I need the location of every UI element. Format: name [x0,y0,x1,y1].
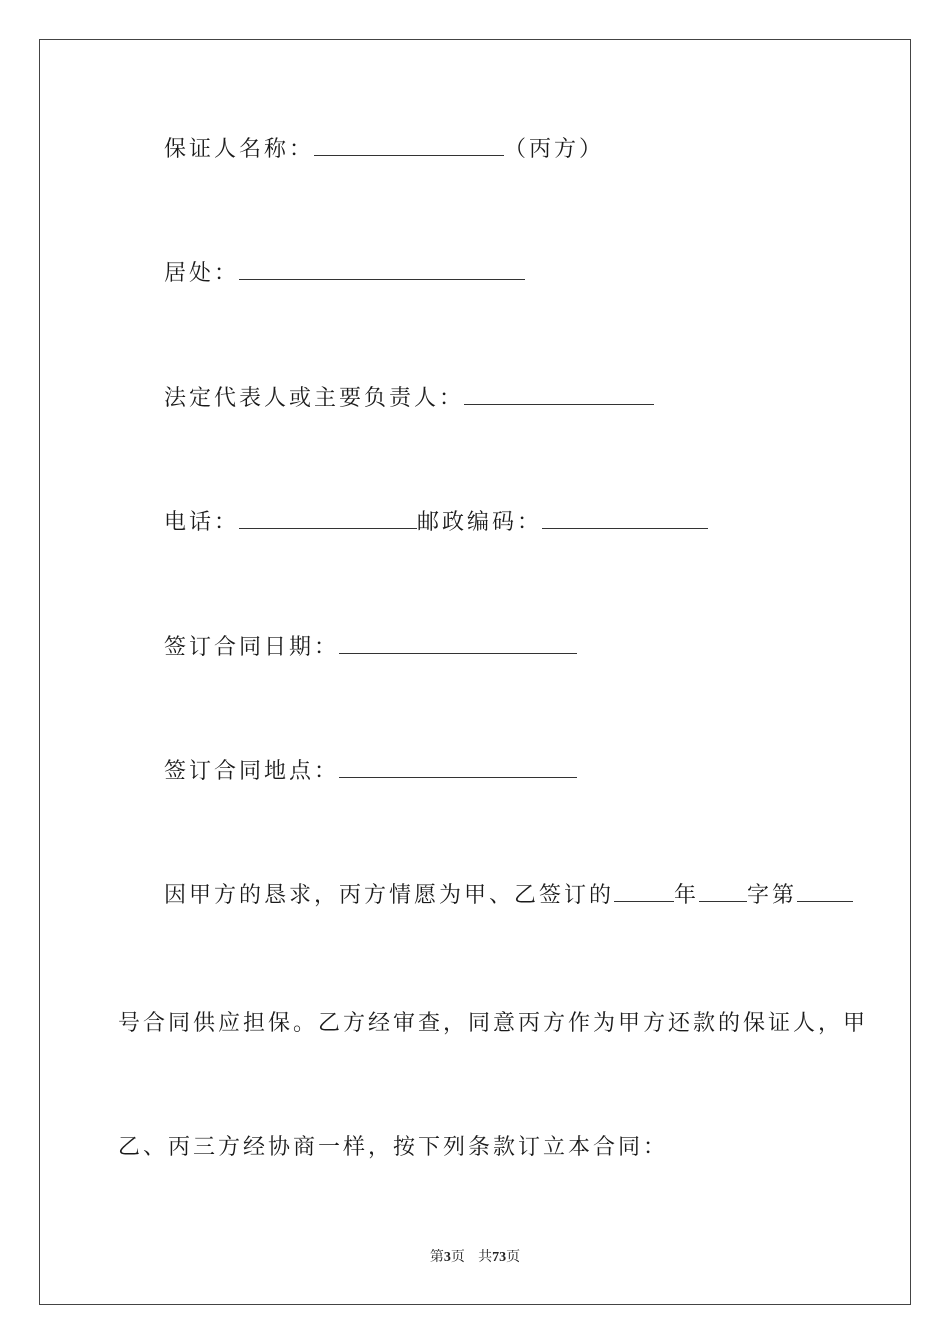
footer-page-suffix: 页 [506,1249,521,1265]
paragraph-zi-di: 字第 [747,883,798,908]
page-footer [0,1248,950,1267]
phone-blank[interactable] [239,510,417,529]
footer-page-prefix: 第 [429,1249,444,1265]
guarantor-name-line [164,136,604,164]
address-line [164,260,525,288]
phone-postcode-line [164,509,708,537]
footer-total-pages: 73 [492,1250,507,1265]
footer-page-number: 3 [443,1250,451,1265]
guarantor-suffix: （丙方） [504,137,605,162]
legal-rep-label: 法定代表人或主要负责人： [164,386,465,411]
postcode-label: 邮政编码： [417,510,543,535]
footer-page-mid: 页 共 [450,1249,493,1265]
postcode-blank[interactable] [542,510,708,529]
paragraph-line-3: 乙、丙三方经协商一样，按下列条款订立本合同： [118,1135,669,1160]
paragraph-year: 年 [674,883,700,908]
paragraph-part1: 因甲方的恳求，丙方情愿为甲、乙签订的 [164,883,615,908]
address-label: 居处： [164,261,240,286]
legal-rep-line [164,385,654,413]
sign-place-line [164,758,577,786]
address-blank[interactable] [239,261,525,280]
guarantor-name-label: 保证人名称： [164,137,315,162]
guarantor-name-blank[interactable] [314,137,504,156]
year-blank[interactable] [614,883,674,902]
paragraph-line-2: 号合同供应担保。乙方经审查，同意丙方作为甲方还款的保证人，甲 [118,1011,869,1036]
sign-date-label: 签订合同日期： [164,635,340,660]
sign-place-label: 签订合同地点： [164,759,340,784]
contract-number-blank[interactable] [797,883,853,902]
paragraph-line-1 [164,882,853,910]
sign-date-line [164,634,577,662]
legal-rep-blank[interactable] [464,386,654,405]
sign-date-blank[interactable] [339,635,577,654]
zi-blank[interactable] [699,883,747,902]
phone-label: 电话： [164,510,240,535]
sign-place-blank[interactable] [339,759,577,778]
page-frame [39,39,911,1305]
